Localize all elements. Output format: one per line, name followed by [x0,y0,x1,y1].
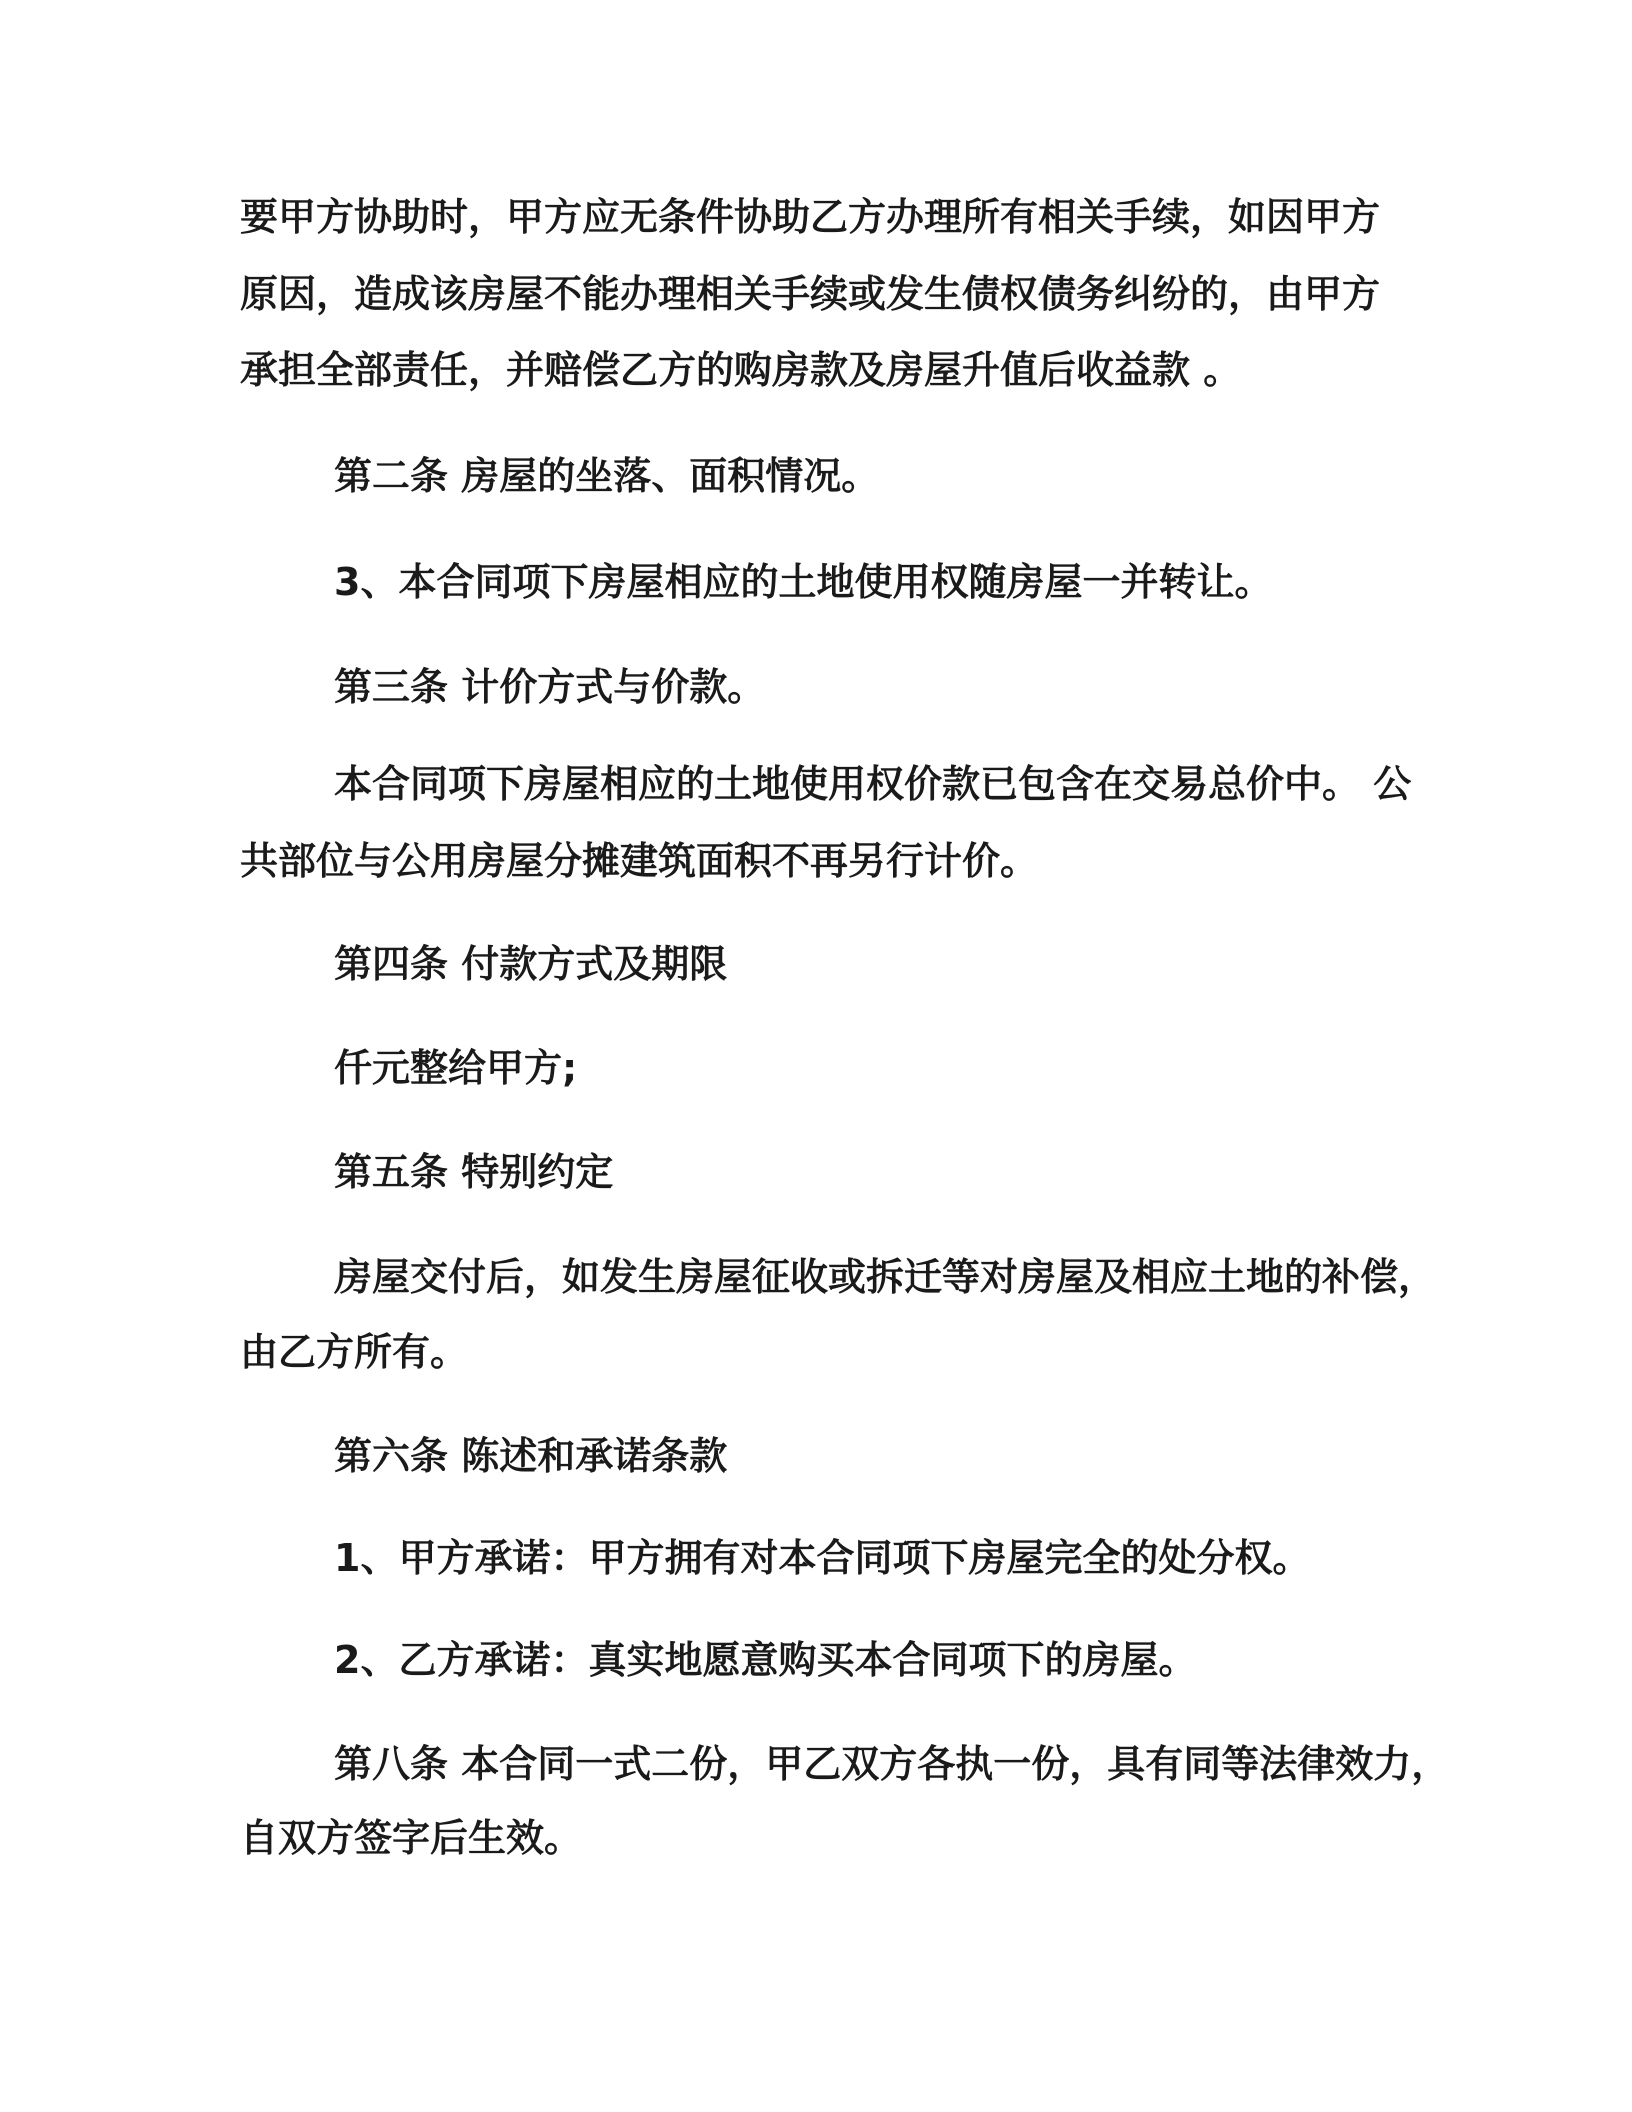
paragraph-line: 3、本合同项下房屋相应的土地使用权随房屋一并转让。 [334,560,1273,604]
article-heading: 第五条 特别约定 [334,1150,614,1194]
article-heading: 第四条 付款方式及期限 [334,942,728,986]
paragraph-line: 仟元整给甲方; [334,1046,578,1090]
article-heading: 第八条 本合同一式二份，甲乙双方各执一份，具有同等法律效力， [334,1742,1450,1786]
paragraph-line: 要甲方协助时，甲方应无条件协助乙方办理所有相关手续，如因甲方 [240,195,1381,239]
paragraph-line: 由乙方所有。 [240,1330,469,1374]
article-heading: 第三条 计价方式与价款。 [334,665,766,709]
paragraph-line: 共部位与公用房屋分摊建筑面积不再另行计价。 [240,839,1039,883]
paragraph-line: 2、乙方承诺：真实地愿意购买本合同项下的房屋。 [334,1638,1197,1682]
article-heading: 第二条 房屋的坐落、面积情况。 [334,454,880,498]
paragraph-line: 自双方签字后生效。 [240,1816,583,1860]
article-heading: 第六条 陈述和承诺条款 [334,1434,728,1478]
paragraph-line: 承担全部责任，并赔偿乙方的购房款及房屋升值后收益款 。 [240,348,1242,392]
paragraph-line: 本合同项下房屋相应的土地使用权价款已包含在交易总价中。 公 [334,762,1412,806]
paragraph-line: 1、甲方承诺：甲方拥有对本合同项下房屋完全的处分权。 [334,1536,1311,1580]
paragraph-line: 原因，造成该房屋不能办理相关手续或发生债权债务纠纷的，由甲方 [240,272,1381,316]
paragraph-line: 房屋交付后，如发生房屋征收或拆迁等对房屋及相应土地的补偿， [334,1255,1437,1299]
